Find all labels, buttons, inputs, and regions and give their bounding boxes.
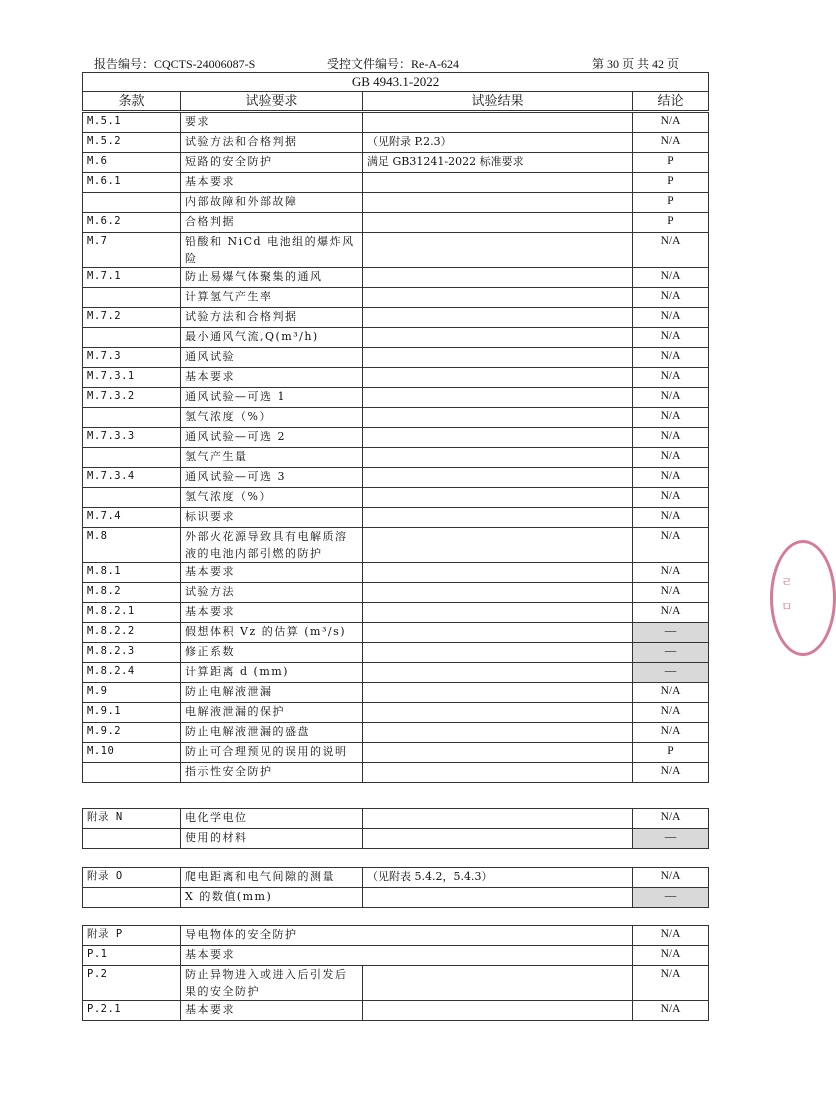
result-cell [363,448,633,468]
clause-cell: M.7.3 [83,348,181,368]
requirement-cell: 修正系数 [181,643,363,663]
result-cell [363,683,633,703]
requirement-cell: 氢气浓度（%） [181,488,363,508]
requirement-cell: 计算氢气产生率 [181,288,363,308]
verdict-cell: N/A [633,508,709,528]
clause-cell: 附录 P [83,926,181,946]
clause-cell: M.8.2.4 [83,663,181,683]
table-row [83,809,709,829]
result-cell [363,603,633,623]
clause-cell: 附录 O [83,868,181,888]
result-cell [363,809,633,829]
result-cell [363,468,633,488]
verdict-cell: N/A [633,926,709,946]
table-row [83,723,709,743]
requirement-cell: X 的数值(mm) [181,888,363,908]
verdict-cell: N/A [633,368,709,388]
clause-cell: M.5.2 [83,133,181,153]
verdict-cell: N/A [633,288,709,308]
clause-cell: M.5.1 [83,113,181,133]
requirement-cell: 标识要求 [181,508,363,528]
verdict-cell: N/A [633,703,709,723]
result-cell [363,663,633,683]
table-row [83,213,709,233]
result-cell: 满足 GB31241-2022 标准要求 [363,153,633,173]
table-row [83,563,709,583]
requirement-cell: 基本要求 [181,946,633,966]
verdict-cell: N/A [633,966,709,1001]
requirement-cell: 防止可合理预见的误用的说明 [181,743,363,763]
verdict-cell: N/A [633,468,709,488]
table-row [83,133,709,153]
result-cell [363,1001,633,1021]
standard-title: GB 4943.1-2022 [83,73,709,92]
table-row [83,348,709,368]
clause-cell [83,763,181,783]
result-cell [363,829,633,849]
verdict-cell: — [633,888,709,908]
clause-cell: M.7.2 [83,308,181,328]
result-cell [363,488,633,508]
requirement-cell: 合格判据 [181,213,363,233]
result-cell [363,173,633,193]
requirement-cell: 铅酸和 NiCd 电池组的爆炸风险 [181,233,363,268]
table-row [83,946,709,966]
verdict-cell: N/A [633,563,709,583]
requirement-cell: 短路的安全防护 [181,153,363,173]
requirement-cell: 氢气浓度（%） [181,408,363,428]
clause-cell [83,448,181,468]
table-row [83,603,709,623]
annex-p-table [82,925,709,1021]
table-row [83,926,709,946]
result-cell: （见附表 5.4.2，5.4.3） [363,868,633,888]
clause-cell: M.7.3.4 [83,468,181,488]
clause-cell [83,888,181,908]
result-cell [363,583,633,603]
table-row [83,528,709,563]
result-cell [363,703,633,723]
verdict-cell: N/A [633,488,709,508]
requirement-cell: 通风试验—可选 2 [181,428,363,448]
requirement-cell: 基本要求 [181,603,363,623]
requirement-cell: 计算距离 d (mm) [181,663,363,683]
clause-cell: M.7.3.1 [83,368,181,388]
clause-cell: M.6.2 [83,213,181,233]
verdict-cell: N/A [633,946,709,966]
clause-cell: M.9 [83,683,181,703]
table-row [83,703,709,723]
verdict-cell: N/A [633,328,709,348]
table-row [83,468,709,488]
clause-cell: M.8 [83,528,181,563]
clause-cell: M.8.2.2 [83,623,181,643]
table-row [83,488,709,508]
verdict-cell: N/A [633,448,709,468]
requirement-cell: 防止易爆气体聚集的通风 [181,268,363,288]
requirement-cell: 基本要求 [181,368,363,388]
clause-cell: M.10 [83,743,181,763]
verdict-cell: — [633,663,709,683]
table-row [83,1001,709,1021]
table-row [83,583,709,603]
table-row [83,763,709,783]
result-cell [363,723,633,743]
result-cell [363,308,633,328]
clause-cell [83,829,181,849]
table-row [83,288,709,308]
table-row [83,888,709,908]
requirement-cell: 防止电解液泄漏的盛盘 [181,723,363,743]
verdict-cell: — [633,643,709,663]
table-row [83,829,709,849]
result-cell [363,763,633,783]
result-cell [363,508,633,528]
table-row [83,193,709,213]
controlled-doc-number: 受控文件编号：Re-A-624 [327,57,459,71]
requirement-cell: 导电物体的安全防护 [181,926,633,946]
table-row [83,643,709,663]
clause-cell: M.6 [83,153,181,173]
verdict-cell: N/A [633,388,709,408]
page-number: 第 30 页 共 42 页 [592,57,680,71]
requirement-cell: 电化学电位 [181,809,363,829]
result-cell [363,623,633,643]
requirement-cell: 内部故障和外部故障 [181,193,363,213]
requirement-cell: 假想体积 Vz 的估算 (m³/s) [181,623,363,643]
verdict-cell: N/A [633,1001,709,1021]
requirement-cell: 通风试验—可选 1 [181,388,363,408]
table-row [83,328,709,348]
verdict-cell: P [633,153,709,173]
verdict-cell: N/A [633,683,709,703]
requirement-cell: 基本要求 [181,1001,363,1021]
verdict-cell: N/A [633,133,709,153]
table-row [83,153,709,173]
verdict-cell: N/A [633,308,709,328]
clause-cell: M.8.1 [83,563,181,583]
requirement-cell: 电解液泄漏的保护 [181,703,363,723]
col-verdict-header: 结论 [633,92,709,111]
clause-cell: M.7.3.2 [83,388,181,408]
page-header [82,55,708,71]
table-row [83,113,709,133]
requirement-cell: 氢气产生量 [181,448,363,468]
clause-cell: M.7.1 [83,268,181,288]
requirement-cell: 最小通风气流,Q(m³/h) [181,328,363,348]
requirement-cell: 试验方法 [181,583,363,603]
verdict-cell: N/A [633,583,709,603]
seal-stamp: ㄹ ㅁ [770,540,836,656]
result-cell [363,966,633,1001]
requirement-cell: 防止异物进入或进入后引发后果的安全防护 [181,966,363,1001]
table-row [83,428,709,448]
table-row [83,388,709,408]
clause-cell: M.6.1 [83,173,181,193]
result-cell [363,428,633,448]
report-number: 报告编号：CQCTS-24006087-S [94,57,256,71]
table-row [83,173,709,193]
requirement-cell: 通风试验 [181,348,363,368]
clause-cell: M.7.3.3 [83,428,181,448]
verdict-cell: N/A [633,528,709,563]
verdict-cell: P [633,193,709,213]
requirement-cell: 要求 [181,113,363,133]
clause-cell [83,408,181,428]
verdict-cell: N/A [633,603,709,623]
result-cell [363,388,633,408]
clause-cell: 附录 N [83,809,181,829]
table-row [83,623,709,643]
table-row [83,743,709,763]
clause-cell: M.8.2.3 [83,643,181,663]
clause-cell: P.2.1 [83,1001,181,1021]
col-requirement-header: 试验要求 [181,92,363,111]
table-row [83,868,709,888]
result-cell [363,328,633,348]
requirement-cell: 试验方法和合格判据 [181,308,363,328]
table-row [83,233,709,268]
clause-cell: M.8.2 [83,583,181,603]
main-clause-table [82,112,709,783]
table-row [83,408,709,428]
requirement-cell: 使用的材料 [181,829,363,849]
col-clause-header: 条款 [83,92,181,111]
verdict-cell: N/A [633,233,709,268]
requirement-cell: 指示性安全防护 [181,763,363,783]
table-row [83,268,709,288]
table-row [83,448,709,468]
verdict-cell: N/A [633,113,709,133]
clause-cell [83,488,181,508]
result-cell [363,743,633,763]
verdict-cell: — [633,829,709,849]
verdict-cell: N/A [633,763,709,783]
result-cell [363,288,633,308]
table-row [83,683,709,703]
verdict-cell: P [633,213,709,233]
clause-cell: M.9.2 [83,723,181,743]
table-header [82,72,709,111]
result-cell [363,643,633,663]
result-cell [363,193,633,213]
result-cell [363,113,633,133]
clause-cell: M.7.4 [83,508,181,528]
verdict-cell: N/A [633,408,709,428]
verdict-cell: N/A [633,348,709,368]
col-result-header: 试验结果 [363,92,633,111]
verdict-cell: P [633,173,709,193]
result-cell [363,408,633,428]
clause-cell [83,328,181,348]
table-row [83,663,709,683]
requirement-cell: 基本要求 [181,173,363,193]
requirement-cell: 通风试验—可选 3 [181,468,363,488]
result-cell [363,528,633,563]
table-row [83,508,709,528]
verdict-cell: P [633,743,709,763]
verdict-cell: — [633,623,709,643]
clause-cell: P.2 [83,966,181,1001]
clause-cell [83,288,181,308]
result-cell [363,563,633,583]
annex-o-table [82,867,709,908]
clause-cell: M.7 [83,233,181,268]
verdict-cell: N/A [633,268,709,288]
verdict-cell: N/A [633,723,709,743]
requirement-cell: 基本要求 [181,563,363,583]
table-row [83,308,709,328]
clause-cell: M.8.2.1 [83,603,181,623]
verdict-cell: N/A [633,868,709,888]
clause-cell [83,193,181,213]
table-row [83,966,709,1001]
result-cell: （见附录 P.2.3） [363,133,633,153]
requirement-cell: 外部火花源导致具有电解质溶液的电池内部引燃的防护 [181,528,363,563]
clause-cell: P.1 [83,946,181,966]
verdict-cell: N/A [633,428,709,448]
verdict-cell: N/A [633,809,709,829]
result-cell [363,348,633,368]
requirement-cell: 爬电距离和电气间隙的测量 [181,868,363,888]
requirement-cell: 试验方法和合格判据 [181,133,363,153]
result-cell [363,368,633,388]
table-row [83,368,709,388]
clause-cell: M.9.1 [83,703,181,723]
result-cell [363,888,633,908]
requirement-cell: 防止电解液泄漏 [181,683,363,703]
annex-n-table [82,808,709,849]
result-cell [363,233,633,268]
result-cell [363,268,633,288]
result-cell [363,213,633,233]
